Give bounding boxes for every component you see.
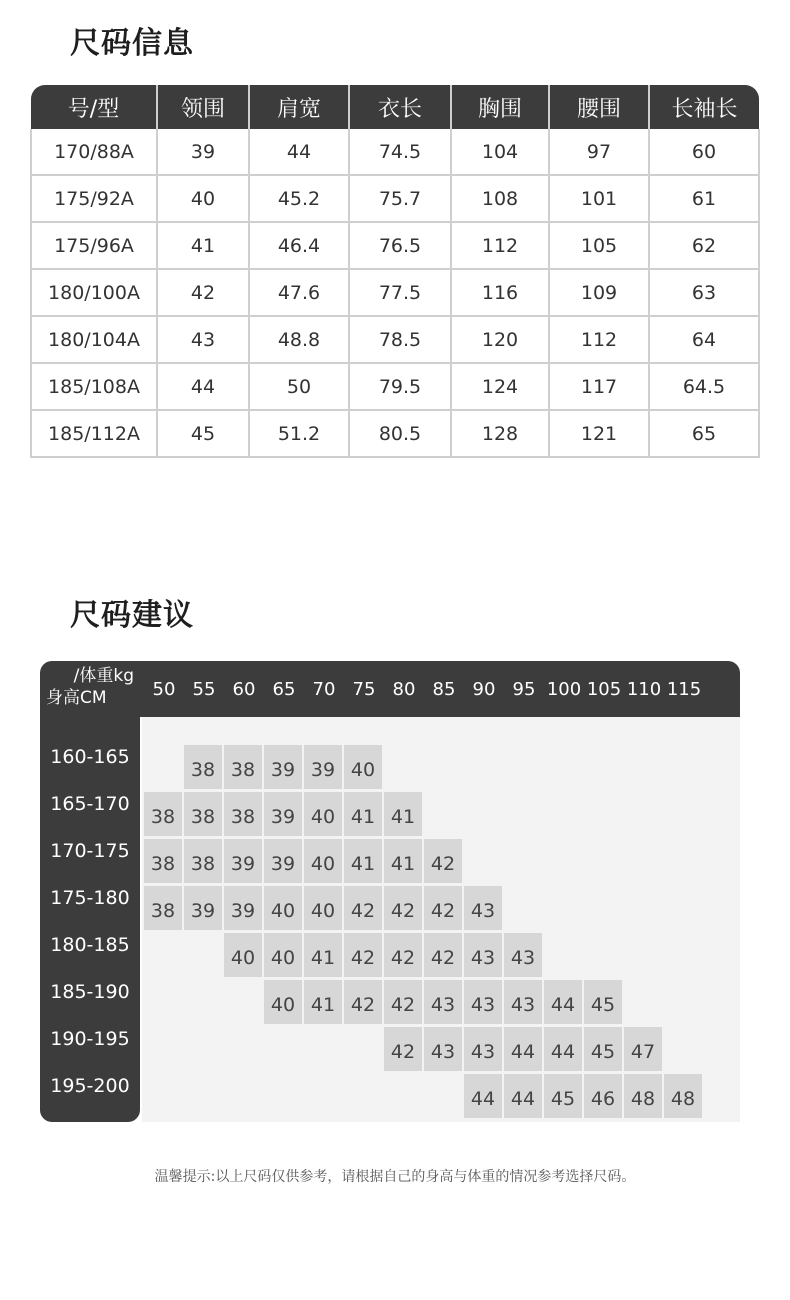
size-cell: 42 (344, 980, 382, 1024)
size-cell: 38 (144, 792, 182, 836)
size-recommendation-title: 尺码建议 (70, 598, 194, 633)
size-cell: 43 (464, 980, 502, 1024)
size-cell: 39 (264, 839, 302, 883)
table-cell: 47.6 (249, 269, 349, 316)
table-cell: 74.5 (349, 129, 451, 175)
size-cell: 45 (544, 1074, 582, 1118)
size-cell: 39 (264, 792, 302, 836)
size-cell: 38 (184, 839, 222, 883)
size-cell: 38 (224, 745, 262, 789)
table-cell: 76.5 (349, 222, 451, 269)
size-info-table (30, 85, 760, 458)
size-cell: 43 (424, 980, 462, 1024)
size-cell: 48 (664, 1074, 702, 1118)
weight-axis-label: /体重kg (73, 666, 134, 686)
table-cell: 124 (451, 363, 549, 410)
size-cell: 42 (424, 839, 462, 883)
size-cell: 40 (224, 933, 262, 977)
size-cell: 44 (504, 1074, 542, 1118)
column-header: 衣长 (349, 85, 451, 129)
table-cell: 105 (549, 222, 649, 269)
size-cell: 41 (304, 933, 342, 977)
size-cell: 43 (464, 1027, 502, 1071)
table-cell: 39 (157, 129, 249, 175)
size-cell: 40 (264, 933, 302, 977)
size-cell: 38 (144, 839, 182, 883)
weight-column-label: 80 (392, 679, 416, 700)
table-cell: 65 (649, 410, 759, 457)
size-recommendation-grid (40, 661, 740, 1122)
height-row-label: 165-170 (50, 793, 130, 815)
table-cell: 40 (157, 175, 249, 222)
size-cell: 38 (184, 745, 222, 789)
column-header: 领围 (157, 85, 249, 129)
table-row (31, 175, 759, 222)
size-cell: 42 (424, 886, 462, 930)
table-cell: 117 (549, 363, 649, 410)
table-cell: 42 (157, 269, 249, 316)
size-cell: 41 (384, 839, 422, 883)
size-cell: 38 (144, 886, 182, 930)
height-axis-label: 身高CM (46, 688, 107, 708)
size-cell: 42 (384, 886, 422, 930)
size-code-cell: 185/108A (31, 363, 157, 410)
size-cell: 44 (464, 1074, 502, 1118)
size-cell: 43 (464, 886, 502, 930)
table-row (31, 410, 759, 457)
size-cell: 44 (504, 1027, 542, 1071)
table-cell: 128 (451, 410, 549, 457)
size-cell: 43 (424, 1027, 462, 1071)
size-cell: 46 (584, 1074, 622, 1118)
size-cell: 41 (384, 792, 422, 836)
table-cell: 50 (249, 363, 349, 410)
table-cell: 101 (549, 175, 649, 222)
size-cell: 40 (344, 745, 382, 789)
size-cell: 47 (624, 1027, 662, 1071)
table-cell: 97 (549, 129, 649, 175)
size-cell: 45 (584, 980, 622, 1024)
table-cell: 112 (549, 316, 649, 363)
size-cell: 42 (384, 980, 422, 1024)
size-code-cell: 175/92A (31, 175, 157, 222)
table-row (31, 269, 759, 316)
column-header: 长袖长 (649, 85, 759, 129)
size-cell: 39 (184, 886, 222, 930)
table-row (31, 129, 759, 175)
size-cell: 40 (304, 886, 342, 930)
size-cell: 48 (624, 1074, 662, 1118)
size-cell: 39 (304, 745, 342, 789)
weight-column-label: 95 (512, 679, 536, 700)
size-tip-note: 温馨提示:以上尺码仅供参考，请根据自己的身高与体重的情况参考选择尺码。 (154, 1169, 636, 1185)
size-cell: 39 (264, 745, 302, 789)
size-info-table-container (30, 85, 758, 458)
table-cell: 121 (549, 410, 649, 457)
table-cell: 63 (649, 269, 759, 316)
weight-column-label: 75 (352, 679, 376, 700)
table-header-row (31, 85, 759, 129)
table-cell: 108 (451, 175, 549, 222)
table-cell: 62 (649, 222, 759, 269)
size-cell: 42 (424, 933, 462, 977)
size-code-cell: 180/104A (31, 316, 157, 363)
weight-column-label: 110 (626, 679, 662, 700)
size-cell: 43 (504, 933, 542, 977)
table-cell: 45 (157, 410, 249, 457)
weight-column-label: 50 (152, 679, 176, 700)
size-cell: 45 (584, 1027, 622, 1071)
table-cell: 78.5 (349, 316, 451, 363)
size-cell: 44 (544, 1027, 582, 1071)
table-cell: 116 (451, 269, 549, 316)
size-cell: 42 (384, 1027, 422, 1071)
size-cell: 41 (304, 980, 342, 1024)
size-code-cell: 185/112A (31, 410, 157, 457)
column-header: 肩宽 (249, 85, 349, 129)
size-info-title: 尺码信息 (70, 26, 194, 61)
weight-column-label: 65 (272, 679, 296, 700)
column-header: 号/型 (31, 85, 157, 129)
size-cell: 42 (384, 933, 422, 977)
weight-column-label: 100 (546, 679, 582, 700)
table-cell: 41 (157, 222, 249, 269)
table-cell: 79.5 (349, 363, 451, 410)
table-cell: 45.2 (249, 175, 349, 222)
column-header: 胸围 (451, 85, 549, 129)
table-cell: 61 (649, 175, 759, 222)
table-cell: 80.5 (349, 410, 451, 457)
corner-label (40, 665, 140, 709)
size-cell: 41 (344, 792, 382, 836)
size-code-cell: 175/96A (31, 222, 157, 269)
weight-column-label: 115 (666, 679, 702, 700)
size-cell: 40 (304, 839, 342, 883)
table-row (31, 363, 759, 410)
height-row-label: 170-175 (50, 840, 130, 862)
table-cell: 48.8 (249, 316, 349, 363)
size-cell: 39 (224, 839, 262, 883)
size-cell: 43 (464, 933, 502, 977)
table-cell: 109 (549, 269, 649, 316)
weight-column-label: 90 (472, 679, 496, 700)
size-cell: 40 (264, 980, 302, 1024)
table-cell: 60 (649, 129, 759, 175)
height-row-label: 190-195 (50, 1028, 130, 1050)
size-cell: 39 (224, 886, 262, 930)
weight-column-label: 85 (432, 679, 456, 700)
size-cell: 40 (264, 886, 302, 930)
size-cell: 40 (304, 792, 342, 836)
table-cell: 46.4 (249, 222, 349, 269)
size-code-cell: 180/100A (31, 269, 157, 316)
weight-column-label: 70 (312, 679, 336, 700)
size-cell: 41 (344, 839, 382, 883)
height-row-label: 180-185 (50, 934, 130, 956)
table-cell: 64 (649, 316, 759, 363)
weight-column-label: 55 (192, 679, 216, 700)
height-row-label: 185-190 (50, 981, 130, 1003)
table-cell: 112 (451, 222, 549, 269)
table-cell: 43 (157, 316, 249, 363)
table-cell: 104 (451, 129, 549, 175)
table-cell: 64.5 (649, 363, 759, 410)
table-cell: 44 (157, 363, 249, 410)
table-cell: 44 (249, 129, 349, 175)
height-row-label: 160-165 (50, 746, 130, 768)
table-cell: 120 (451, 316, 549, 363)
height-row-label: 175-180 (50, 887, 130, 909)
size-cell: 38 (184, 792, 222, 836)
size-cell: 42 (344, 933, 382, 977)
size-cell: 38 (224, 792, 262, 836)
size-cell: 42 (344, 886, 382, 930)
table-cell: 77.5 (349, 269, 451, 316)
size-cell: 44 (544, 980, 582, 1024)
table-cell: 75.7 (349, 175, 451, 222)
size-code-cell: 170/88A (31, 129, 157, 175)
weight-column-label: 105 (586, 679, 622, 700)
table-row (31, 222, 759, 269)
weight-column-label: 60 (232, 679, 256, 700)
size-cell: 43 (504, 980, 542, 1024)
column-header: 腰围 (549, 85, 649, 129)
height-row-label: 195-200 (50, 1075, 130, 1097)
table-body (31, 129, 759, 457)
table-cell: 51.2 (249, 410, 349, 457)
table-row (31, 316, 759, 363)
